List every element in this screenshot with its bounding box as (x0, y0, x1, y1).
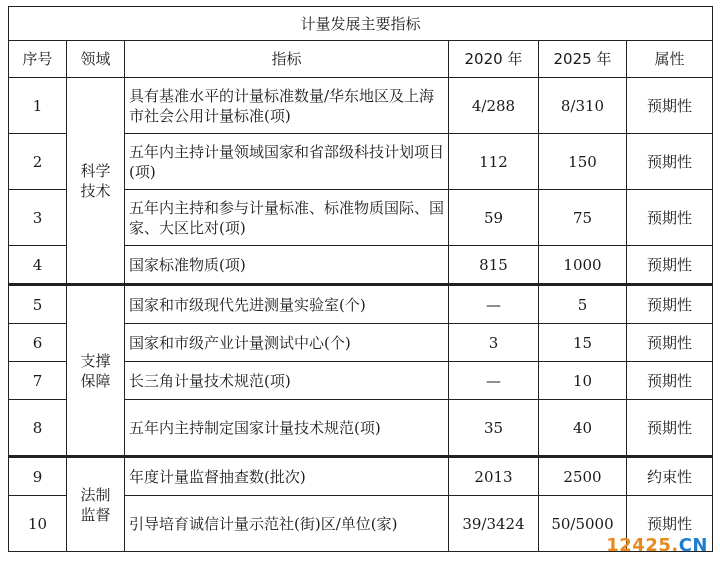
row-seq: 4 (9, 246, 67, 285)
row-attr: 预期性 (627, 285, 713, 324)
metrics-table (8, 6, 713, 552)
row-2025: 75 (539, 190, 627, 246)
row-2020: 3 (449, 324, 539, 362)
row-seq: 2 (9, 134, 67, 190)
row-2020: 39/3424 (449, 496, 539, 552)
row-2020: 4/288 (449, 78, 539, 134)
row-attr: 预期性 (627, 134, 713, 190)
watermark-domain: CN (678, 535, 708, 556)
row-2020: 35 (449, 400, 539, 457)
row-seq: 10 (9, 496, 67, 552)
row-attr: 预期性 (627, 190, 713, 246)
row-seq: 9 (9, 457, 67, 496)
row-2025: 10 (539, 362, 627, 400)
row-2025: 50/5000 (539, 496, 627, 552)
row-2020: — (449, 285, 539, 324)
domain-label: 支撑保障 (80, 351, 111, 390)
watermark-number: 12425 (606, 535, 672, 556)
row-seq: 8 (9, 400, 67, 457)
row-2020: 112 (449, 134, 539, 190)
table-row (9, 78, 713, 134)
row-attr: 预期性 (627, 78, 713, 134)
row-indicator: 引导培育诚信计量示范社(街)区/单位(家) (125, 496, 449, 552)
row-indicator: 年度计量监督抽查数(批次) (125, 457, 449, 496)
row-seq: 3 (9, 190, 67, 246)
row-2025: 15 (539, 324, 627, 362)
row-indicator: 具有基准水平的计量标准数量/华东地区及上海市社会公用计量标准(项) (125, 78, 449, 134)
row-attr: 预期性 (627, 362, 713, 400)
watermark-dot: . (671, 535, 679, 556)
row-indicator: 五年内主持和参与计量标准、标准物质国际、国家、大区比对(项) (125, 190, 449, 246)
row-indicator: 国家和市级产业计量测试中心(个) (125, 324, 449, 362)
row-seq: 5 (9, 285, 67, 324)
table-row (9, 285, 713, 324)
row-attr: 预期性 (627, 246, 713, 285)
table-row (9, 457, 713, 496)
row-attr: 预期性 (627, 400, 713, 457)
domain-label: 法制监督 (80, 485, 111, 524)
table-title: 计量发展主要指标 (9, 7, 713, 41)
row-seq: 7 (9, 362, 67, 400)
domain-cell (67, 285, 125, 457)
row-2025: 150 (539, 134, 627, 190)
row-indicator: 五年内主持制定国家计量技术规范(项) (125, 400, 449, 457)
row-2020: 2013 (449, 457, 539, 496)
site-watermark (606, 535, 708, 556)
row-attr: 预期性 (627, 496, 713, 552)
row-2025: 2500 (539, 457, 627, 496)
row-seq: 1 (9, 78, 67, 134)
row-attr: 预期性 (627, 324, 713, 362)
header-attr: 属性 (627, 41, 713, 78)
row-2020: 59 (449, 190, 539, 246)
header-domain: 领域 (67, 41, 125, 78)
row-2020: — (449, 362, 539, 400)
domain-cell (67, 457, 125, 552)
row-2025: 40 (539, 400, 627, 457)
row-2025: 5 (539, 285, 627, 324)
row-indicator: 五年内主持计量领域国家和省部级科技计划项目(项) (125, 134, 449, 190)
domain-label: 科学技术 (80, 161, 111, 200)
row-attr: 约束性 (627, 457, 713, 496)
row-2020: 815 (449, 246, 539, 285)
header-2020: 2020 年 (449, 41, 539, 78)
domain-cell (67, 78, 125, 285)
row-indicator: 国家标准物质(项) (125, 246, 449, 285)
header-2025: 2025 年 (539, 41, 627, 78)
row-2025: 1000 (539, 246, 627, 285)
header-indicator: 指标 (125, 41, 449, 78)
row-indicator: 国家和市级现代先进测量实验室(个) (125, 285, 449, 324)
row-indicator: 长三角计量技术规范(项) (125, 362, 449, 400)
row-seq: 6 (9, 324, 67, 362)
header-seq: 序号 (9, 41, 67, 78)
row-2025: 8/310 (539, 78, 627, 134)
